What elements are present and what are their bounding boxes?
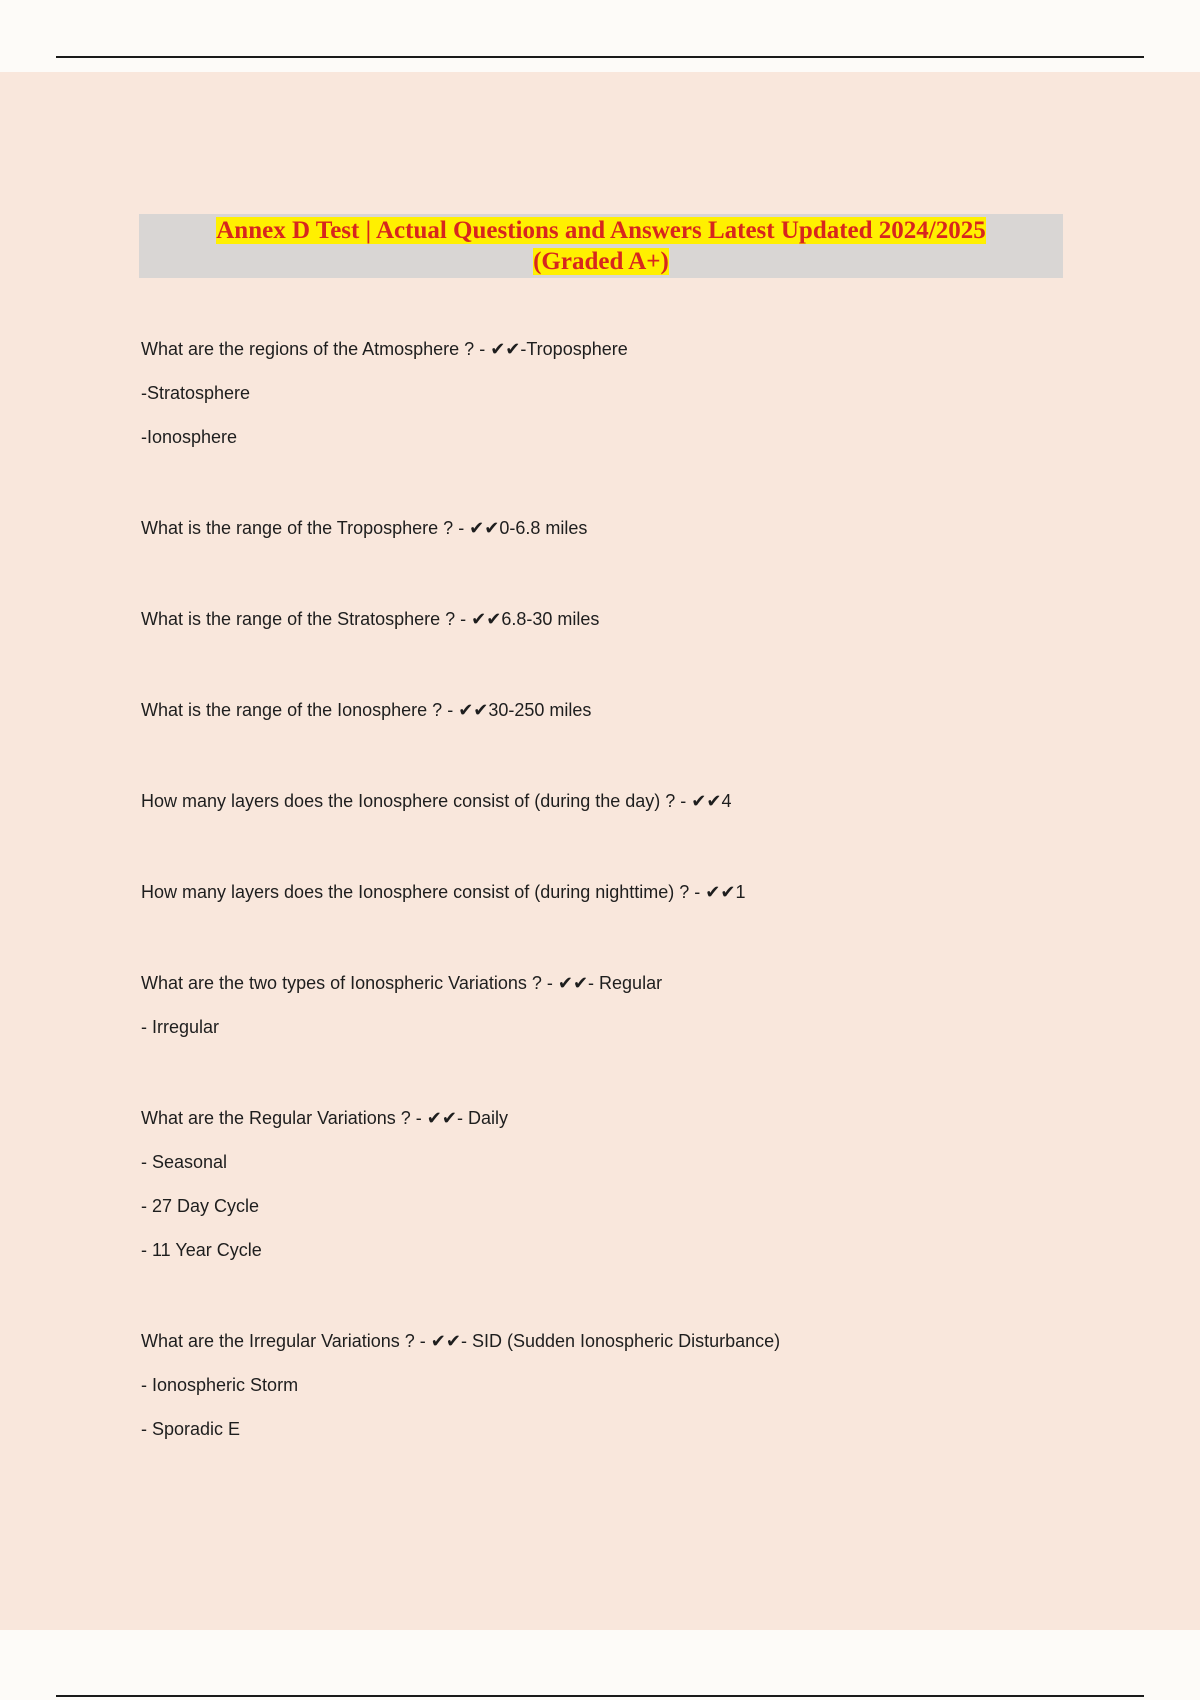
qa-question: What is the range of the Stratosphere ? - ✔✔6.8-30 miles (141, 609, 600, 629)
qa-question: How many layers does the Ionosphere consist of (during the day) ? - ✔✔4 (141, 791, 732, 811)
qa-question: What are the regions of the Atmosphere ? - ✔✔-Troposphere (141, 339, 628, 359)
qa-answer: - Seasonal (141, 1152, 228, 1172)
qa-item (141, 517, 1121, 561)
top-rule (56, 56, 1144, 58)
title-line-2: (Graded A+) (533, 248, 669, 275)
qa-item (141, 790, 1121, 834)
bottom-rule (56, 1695, 1144, 1697)
qa-answer: - 11 Year Cycle (141, 1240, 262, 1260)
qa-item (141, 608, 1121, 652)
qa-question: How many layers does the Ionosphere consist of (during nighttime) ? - ✔✔1 (141, 882, 746, 902)
qa-answer: - Ionospheric Storm (141, 1375, 299, 1395)
qa-question: What are the Regular Variations ? - ✔✔- Daily (141, 1108, 508, 1128)
qa-item (141, 1330, 1121, 1462)
qa-list (141, 338, 1121, 1462)
document-title (139, 214, 1063, 278)
qa-answer: - 27 Day Cycle (141, 1196, 260, 1216)
title-line-1: Annex D Test | Actual Questions and Answers Latest Updated 2024/2025 (216, 217, 986, 244)
qa-item (141, 972, 1121, 1060)
qa-item (141, 338, 1121, 470)
qa-answer: -Stratosphere (141, 383, 251, 403)
qa-question: What are the Irregular Variations ? - ✔✔- SID (Sudden Ionospheric Disturbance) (141, 1331, 781, 1351)
qa-item (141, 881, 1121, 925)
qa-item (141, 699, 1121, 743)
document-page (0, 72, 1200, 1630)
qa-answer: - Sporadic E (141, 1419, 241, 1439)
qa-item (141, 1107, 1121, 1283)
qa-question: What is the range of the Ionosphere ? - ✔✔30-250 miles (141, 700, 592, 720)
qa-question: What are the two types of Ionospheric Variations ? - ✔✔- Regular (141, 973, 663, 993)
qa-answer: - Irregular (141, 1017, 220, 1037)
qa-answer: -Ionosphere (141, 427, 238, 447)
qa-question: What is the range of the Troposphere ? - ✔✔0-6.8 miles (141, 518, 588, 538)
